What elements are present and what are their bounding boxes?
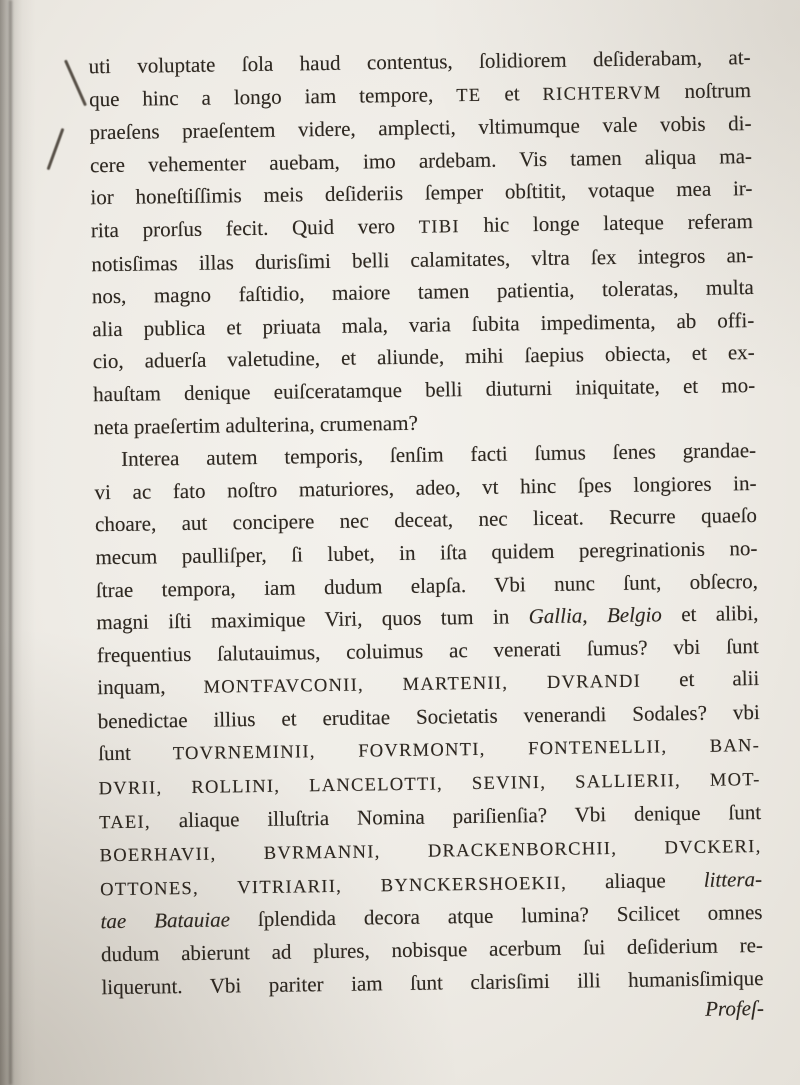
catchword: Profeſ- [704,995,765,1021]
text-segment: benedictae illius et eruditae Societatis venerandi Sodales? vbi [97,699,760,734]
name-in-caps: TAEI, [99,811,152,832]
text-segment: uti voluptate ſola haud contentus, ſolidiorem deſiderabam, at- [88,45,751,79]
name-in-caps: RICHTERVM [542,81,662,104]
name-in-caps: TE [456,84,482,105]
text-segment: aliaque [566,867,704,894]
text-segment: magni iſti maximique Viri, quos tum in [96,604,529,635]
text-segment: que hinc a longo iam tempore, [88,81,457,111]
text-segment: alia publica et priuata mala, varia ſubita impedimenta, ab offi- [92,307,755,342]
text-segment: mecum paulliſper, ſi lubet, in iſta quidem peregrinationis no- [95,535,758,570]
text-segment: nos, magno faſtidio, maiore tamen patientia, toleratas, multa [91,275,754,309]
text-segment: aliaque illuſtria Nomina pariſienſia? Vbi denique ſunt [150,799,762,833]
text-segment: Interea autem temporis, ſenſim facti ſumus ſenes grandae- [120,438,757,472]
page-edge-line [9,0,12,1085]
page-gutter-shadow [0,0,36,1085]
text-segment: ſtrae tempora, iam dudum elapſa. Vbi nunc ſunt, obſecro, [95,568,759,602]
text-segment: noſtrum [661,77,752,103]
text-segment: liquerunt. Vbi pariter iam ſunt clarisſimi illi humanisſimique [101,965,764,999]
text-block [88,41,763,1003]
text-segment: praeſens praeſentem videre, amplecti, vltimumque vale vobis di- [89,111,752,145]
text-segment: hauſtam denique euiſceratamque belli diuturni iniquitate, et mo- [93,372,756,407]
italic-text: Gallia [528,603,583,629]
text-segment: rita prorſus fecit. Quid vero [90,213,419,243]
name-in-caps: TIBI [418,216,461,237]
name-in-caps: DVRII, ROLLINI, LANCELOTTI, SEVINI, SALLIERII, MOT- [98,769,761,799]
text-segment: frequentius ſalutauimus, coluimus ac venerati ſumus? vbi ſunt [96,633,759,667]
name-in-caps: BOERHAVII, BVRMANNI, DRACKENBORCHII, DVCKERI, [99,836,762,866]
text-segment: vi ac fato noſtro maturiores, adeo, vt hinc ſpes longiores in- [94,470,757,504]
text-segment: ſunt [98,740,173,766]
name-in-caps: MONTFAVCONII, MARTENII, DVRANDI [203,670,642,698]
text-segment: cio, aduerſa valetudine, et aliunde, mihi ſaepius obiecta, et ex- [92,340,755,374]
text-segment: dudum abierunt ad plures, nobisque acerbum ſui deſiderium re- [100,933,764,967]
text-segment: et [481,80,543,106]
italic-text: littera- [703,866,763,892]
text-segment: neta praeſertim adulterina, crumenam? [93,410,418,439]
text-segment: notisſimas illas durisſimi belli calamitates, vltra ſex integros an- [91,242,754,276]
italic-text: Belgio [606,602,662,628]
text-segment: ior honeſtiſſimis meis deſideriis ſemper obſtitit, votaque mea ir- [90,176,753,210]
italic-text: tae Batauiae [100,907,231,934]
text-segment: , [582,603,608,628]
text-segment: et alibi, [661,601,759,627]
text-segment: hic longe lateque referam [459,209,754,238]
text-segment: cere vehementer auebam, imo ardebam. Vis tamen aliqua ma- [89,143,753,178]
text-segment: et alii [640,666,760,692]
name-in-caps: OTTONES, VITRIARII, BYNCKERSHOEKII, [99,872,568,900]
text-segment: choare, aut concipere nec deceat, nec liceat. Recurre quaeſo [94,503,758,537]
name-in-caps: TOVRNEMINII, FOVRMONTI, FONTENELLII, BAN- [172,735,761,764]
text-segment: inquam, [97,674,204,700]
text-segment: ſplendida decora atque lumina? Scilicet omnes [229,900,763,932]
